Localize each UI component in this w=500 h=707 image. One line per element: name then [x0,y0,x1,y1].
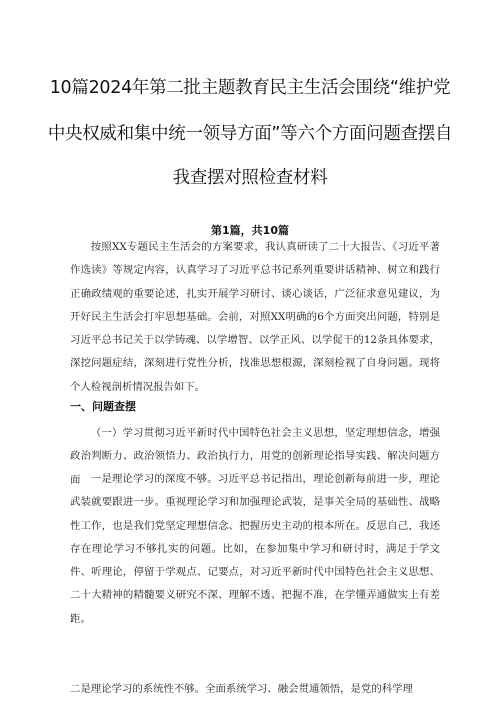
document-subtitle: 第1篇，共10篇 [211,224,289,237]
document-title-line-1: 10篇2024年第二批主题教育民主生活会围绕“维护党 [49,78,451,98]
subsection-paragraph: （一）学习贯彻习近平新时代中国特色社会主义思想，坚定理想信念，增强政治判断力、政治领悟力、政治执行力，用党的创新理论指导实践、解决问题方面 [70,427,440,486]
body-paragraph: 一是理论学习的深度不够。习近平总书记指出，理论创新每前进一步，理论武装就要跟进一步。重视理论学习和加强理论武装，是事关全局的基础性、战略性工作，也是我们党坚定理想信念、把握历史主动的根本所在。反思自己，我还存在理论学习不够扎实的问题。比如，在参加集中学习和研讨时，满足于学文件、听理论，停留于学观点、记要点，对习近平新时代中国特色社会主义思想、二十大精神的精髓要义研究不深、理解不透、把握不准，在学懂弄通做实上有差距。 [70,473,440,625]
document-title-line-3: 我查摆对照检查材料 [172,168,328,188]
section-heading: 一、问题查摆 [70,400,136,413]
intro-paragraph: 按照XX专题民主生活会的方案要求，我认真研读了二十大报告、《习近平著作选读》等规定内容，认真学习了习近平总书记系列重要讲话精神、树立和践行正确政绩观的重要论述，扎实开展学习研讨、谈心谈话，广泛征求意见建议，为开好民主生活会打牢思想基础。会前，对照XX明确的6个方面突出问题，特别是习近平总书记关于以学铸魂、以学增智、以学正风、以学促干的12条具体要求，深挖问题症结，深刻进行党性分析，找准思想根源，深刻检视了自身问题。现将个人检视剖析情况报告如下。 [70,241,440,393]
body-paragraph-continued: 二是理论学习的系统性不够。全面系统学习、融会贯通领悟，是党的科学理 [70,683,413,695]
document-title-line-2: 中央权威和集中统一领导方面”等六个方面问题查摆自 [47,124,453,144]
